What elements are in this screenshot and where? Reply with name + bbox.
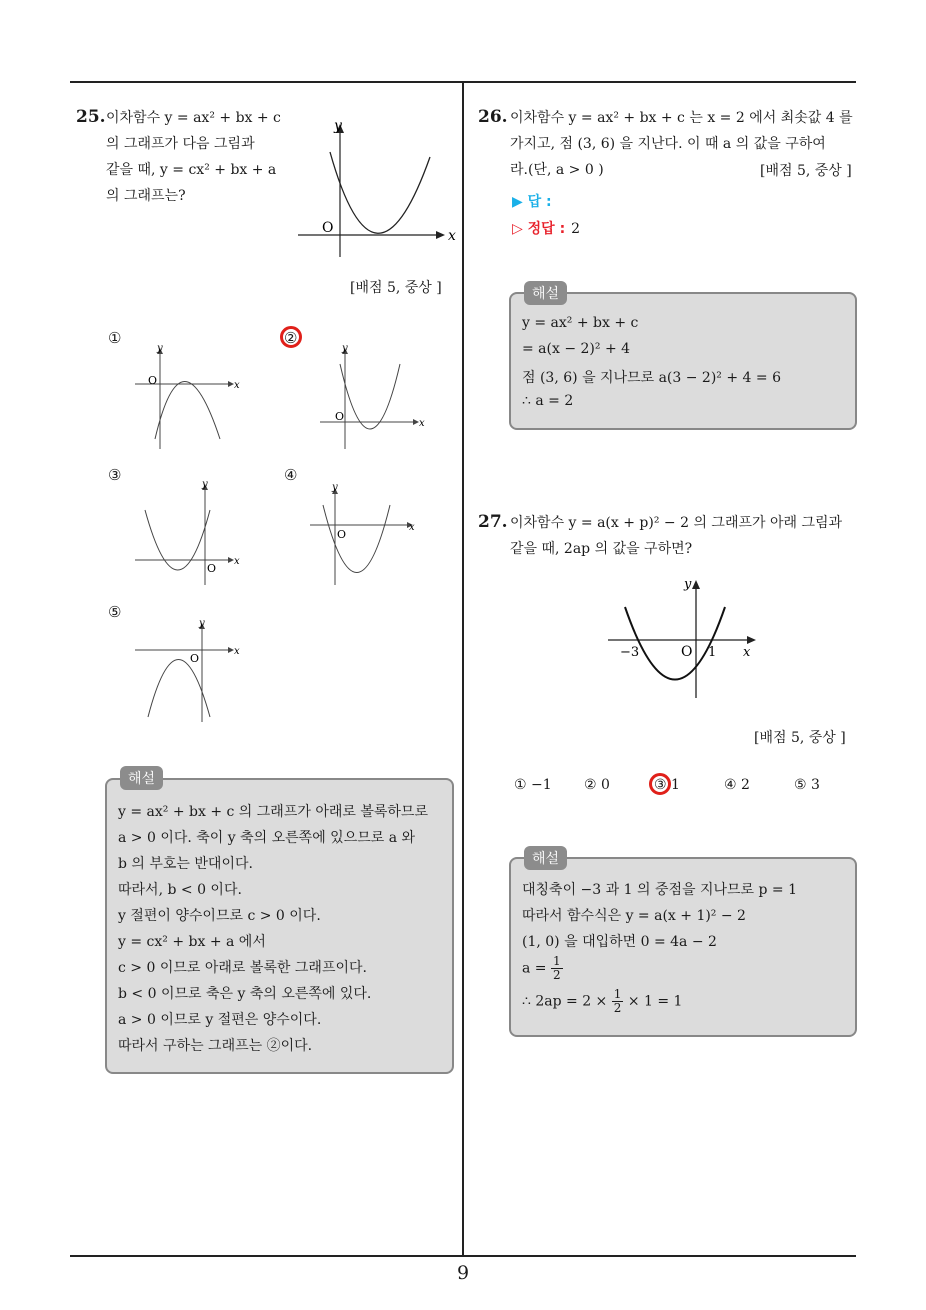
q25-option-2-graph bbox=[315, 344, 430, 454]
q27-sol-line-5 bbox=[522, 988, 682, 1015]
q25-opt2-x: x bbox=[419, 418, 425, 429]
q26-correct-row bbox=[512, 218, 580, 238]
page-number: 9 bbox=[456, 1262, 470, 1284]
q26-solution-tab: 해설 bbox=[524, 281, 567, 305]
q26-correct-label: ▷ 정답 : bbox=[512, 221, 566, 237]
q25-opt5-x: x bbox=[234, 646, 240, 657]
q25-opt3-y: y bbox=[202, 480, 208, 490]
q25-option-5-graph bbox=[130, 617, 245, 727]
q25-opt3-o: O bbox=[207, 562, 217, 575]
q25-solution-box bbox=[105, 778, 454, 1074]
q27-solution-tab: 해설 bbox=[524, 846, 567, 870]
q25-sol-line-7: c > 0 이므로 아래로 볼록한 그래프이다. bbox=[118, 960, 367, 976]
q25-solution-tab: 해설 bbox=[120, 766, 163, 790]
q26-correct-value: 2 bbox=[571, 221, 581, 237]
q27-sol-line-4 bbox=[522, 955, 563, 982]
q26-solution-box bbox=[509, 292, 857, 430]
footer-rule bbox=[70, 1255, 856, 1257]
q25-opt4-o: O bbox=[337, 528, 347, 541]
q27-sol-line-4-text: a = bbox=[522, 960, 551, 977]
q25-option-3-graph bbox=[130, 480, 245, 590]
q25-line-1: 이차함수 y = ax² + bx + c bbox=[106, 110, 281, 126]
q25-option-4-graph bbox=[305, 480, 420, 590]
q26-sol-line-4: ∴ a = 2 bbox=[522, 393, 574, 409]
q25-opt3-x: x bbox=[234, 556, 240, 567]
q25-opt5-o: O bbox=[190, 652, 200, 665]
q27-sol-line-3: (1, 0) 을 대입하면 0 = 4a − 2 bbox=[522, 934, 717, 950]
q27-left-root-label: −3 bbox=[620, 645, 640, 660]
q27-sol-line-5-text: ∴ 2ap = 2 × bbox=[522, 993, 612, 1010]
q25-opt1-x: x bbox=[234, 380, 240, 391]
question-25-number: 25. bbox=[76, 107, 106, 127]
q25-sol-line-4: 따라서, b < 0 이다. bbox=[118, 882, 242, 898]
q25-opt1-y: y bbox=[157, 344, 163, 354]
q27-choice-1[interactable]: ① −1 bbox=[514, 777, 552, 793]
q25-option-2-label[interactable]: ② bbox=[284, 329, 298, 347]
q26-sol-line-2: = a(x − 2)² + 4 bbox=[522, 341, 631, 357]
q27-right-root-label: 1 bbox=[708, 645, 717, 660]
q27-fraction-b: $\frac{1}{2}$ bbox=[613, 987, 622, 1015]
q25-sol-line-3: b 의 부호는 반대이다. bbox=[118, 856, 253, 872]
q27-origin-label: O bbox=[681, 644, 693, 660]
q25-line-3: 같을 때, y = cx² + bx + a bbox=[106, 162, 277, 178]
q27-choice-4[interactable]: ④ 2 bbox=[724, 777, 750, 793]
q25-opt5-y: y bbox=[199, 618, 205, 629]
q25-opt4-y: y bbox=[332, 482, 338, 493]
q25-opt2-o: O bbox=[335, 410, 345, 423]
question-26-number: 26. bbox=[478, 107, 508, 127]
q25-option-1-graph bbox=[130, 344, 245, 454]
q27-choice-5[interactable]: ⑤ 3 bbox=[794, 777, 820, 793]
q25-main-graph bbox=[290, 112, 460, 262]
q25-sol-line-5: y 절편이 양수이므로 c > 0 이다. bbox=[118, 908, 321, 924]
q25-sol-line-2: a > 0 이다. 축이 y 축의 오른쪽에 있으므로 a 와 bbox=[118, 830, 416, 846]
q25-line-2: 의 그래프가 다음 그림과 bbox=[106, 136, 255, 152]
q25-sol-line-1: y = ax² + bx + c 의 그래프가 아래로 볼록하므로 bbox=[118, 804, 428, 820]
q27-x-label: x bbox=[743, 645, 751, 660]
q27-line-1: 이차함수 y = a(x + p)² − 2 의 그래프가 아래 그림과 bbox=[510, 515, 843, 531]
q25-origin-label: O bbox=[322, 220, 334, 236]
q27-y-label: y bbox=[684, 577, 692, 592]
q27-sol-line-2: 따라서 함수식은 y = a(x + 1)² − 2 bbox=[522, 908, 746, 924]
q25-opt1-o: O bbox=[148, 374, 158, 387]
question-27-number: 27. bbox=[478, 512, 508, 532]
q25-sol-line-10: 따라서 구하는 그래프는 ②이다. bbox=[118, 1038, 313, 1054]
q26-points-note: [배점 5, 중상 ] bbox=[760, 163, 852, 179]
q25-sol-line-8: b < 0 이므로 축은 y 축의 오른쪽에 있다. bbox=[118, 986, 372, 1002]
q25-option-5-label[interactable]: ⑤ bbox=[108, 603, 122, 621]
q26-line-1: 이차함수 y = ax² + bx + c 는 x = 2 에서 최솟값 4 를 bbox=[510, 110, 853, 126]
q26-answer-label: ▶ 답 : bbox=[512, 194, 552, 210]
q25-option-3-label[interactable]: ③ bbox=[108, 466, 122, 484]
q25-sol-line-9: a > 0 이므로 y 절편은 양수이다. bbox=[118, 1012, 322, 1028]
q27-points-note: [배점 5, 중상 ] bbox=[754, 730, 846, 746]
q25-opt4-x: x bbox=[409, 522, 415, 533]
q25-y-label: y bbox=[334, 118, 342, 134]
q26-sol-line-1: y = ax² + bx + c bbox=[522, 315, 639, 331]
q25-points-note: [배점 5, 중상 ] bbox=[350, 280, 442, 296]
q25-option-1-label[interactable]: ① bbox=[108, 329, 122, 347]
q25-line-4: 의 그래프는? bbox=[106, 188, 186, 204]
q27-choice-3[interactable]: ③ 1 bbox=[654, 777, 680, 793]
q27-fraction-a: $\frac{1}{2}$ bbox=[552, 954, 561, 982]
q25-sol-line-6: y = cx² + bx + a 에서 bbox=[118, 934, 266, 950]
q26-sol-line-3: 점 (3, 6) 을 지나므로 a(3 − 2)² + 4 = 6 bbox=[522, 370, 781, 386]
q25-option-4-label[interactable]: ④ bbox=[284, 466, 298, 484]
q27-sol-line-5-tail: × 1 = 1 bbox=[623, 993, 683, 1010]
q27-line-2: 같을 때, 2ap 의 값을 구하면? bbox=[510, 541, 693, 557]
q27-sol-line-1: 대칭축이 −3 과 1 의 중점을 지나므로 p = 1 bbox=[522, 882, 798, 898]
q27-graph bbox=[600, 572, 770, 702]
q26-line-2: 가지고, 점 (3, 6) 을 지난다. 이 때 a 의 값을 구하여 bbox=[510, 136, 826, 152]
q25-opt2-y: y bbox=[342, 344, 348, 354]
q27-choice-2[interactable]: ② 0 bbox=[584, 777, 610, 793]
q25-x-label: x bbox=[448, 228, 456, 244]
q26-line-3: 라.(단, a > 0 ) bbox=[510, 162, 604, 178]
column-divider bbox=[462, 83, 464, 1255]
